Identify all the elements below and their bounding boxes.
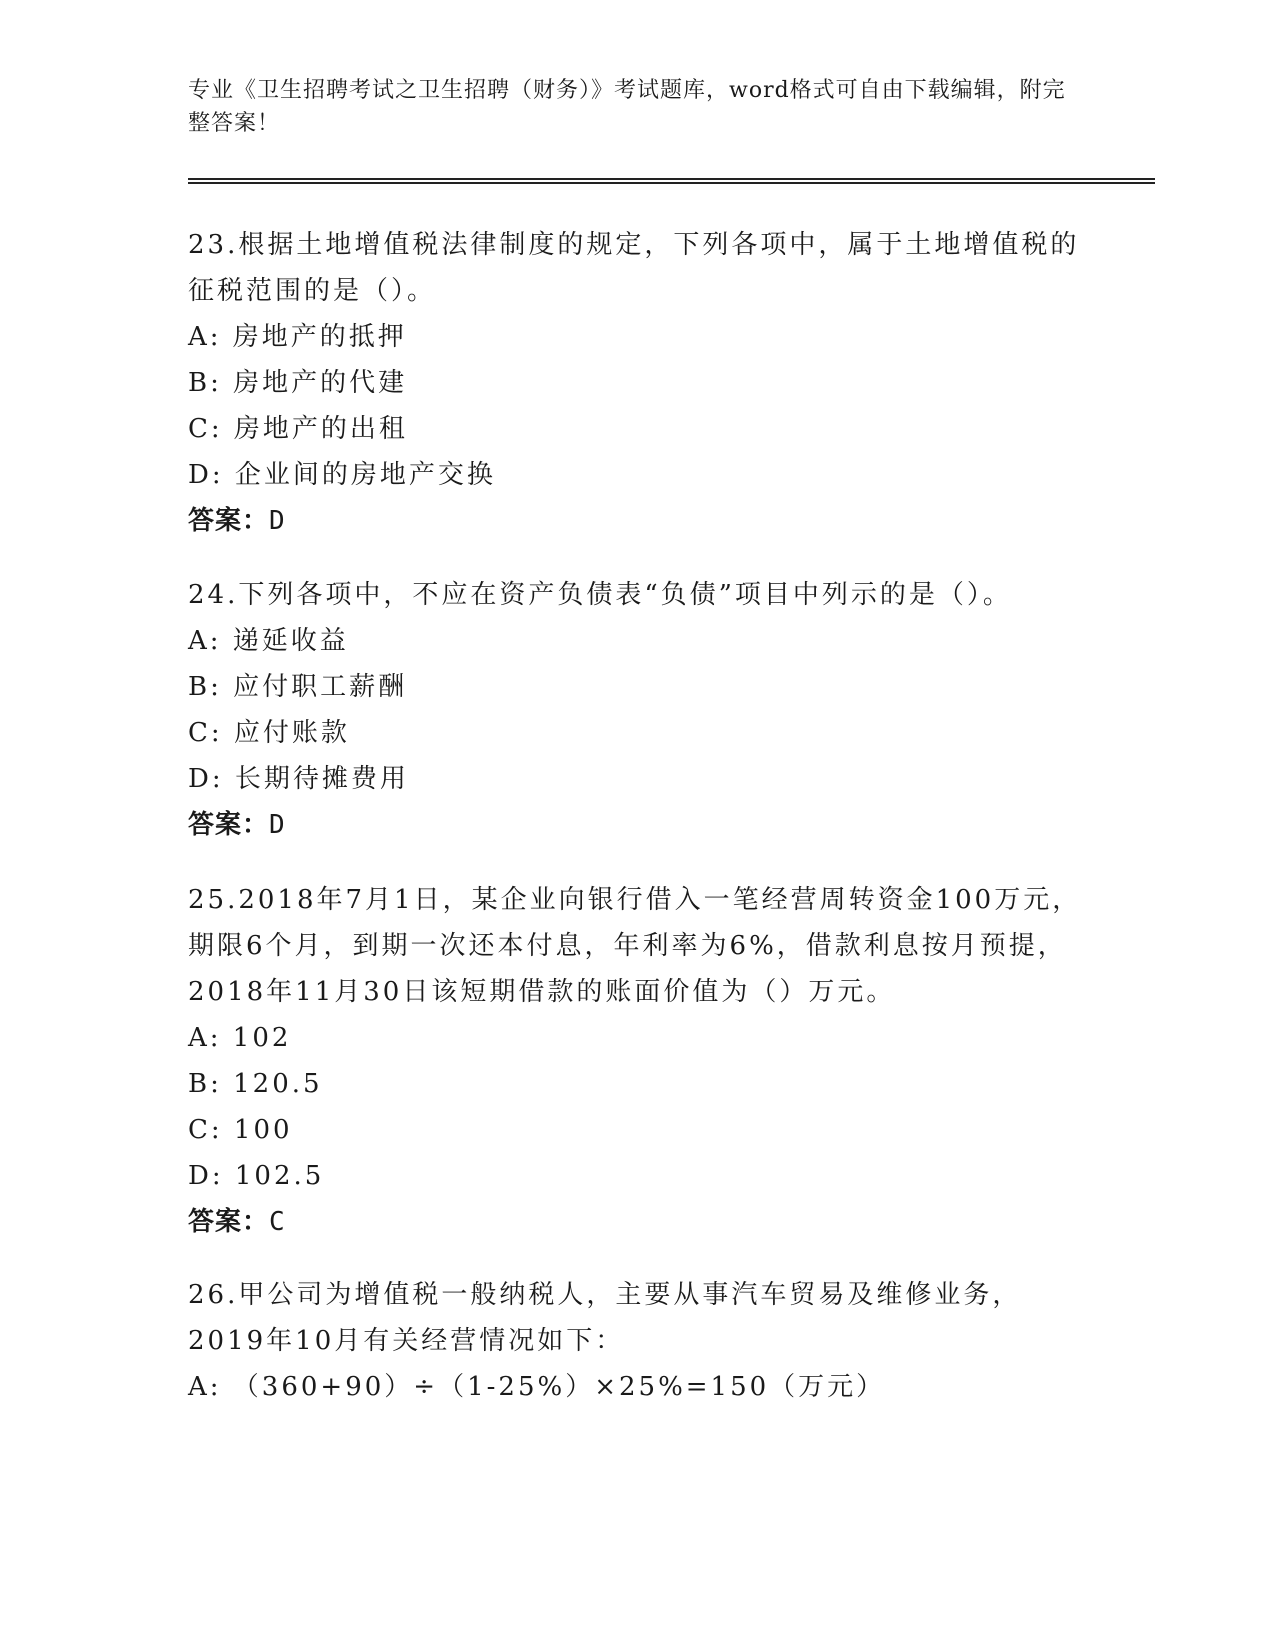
question-stem: 23.根据土地增值税法律制度的规定，下列各项中，属于土地增值税的征税范围的是（）。	[188, 230, 1080, 306]
option-c: C: 应付账款	[188, 718, 350, 748]
answer-line	[188, 802, 1088, 848]
option-d: D: 102.5	[188, 1161, 325, 1191]
option-a: A: （360+90）÷（1-25%）×25%=150（万元）	[188, 1372, 886, 1402]
option-a: A: 102	[188, 1023, 292, 1053]
option-b: B: 房地产的代建	[188, 368, 408, 398]
option-d: D: 企业间的房地产交换	[188, 460, 496, 490]
header-divider	[188, 178, 1155, 184]
answer-value: D	[269, 810, 286, 840]
answer-label: 答案：	[188, 506, 270, 536]
document-header: 专业《卫生招聘考试之卫生招聘（财务）》考试题库，word格式可自由下载编辑，附完整答案！	[188, 78, 1066, 136]
question-24	[188, 572, 1088, 848]
answer-label: 答案：	[188, 810, 270, 840]
option-a: A: 房地产的抵押	[188, 322, 407, 352]
option-c: C: 100	[188, 1115, 293, 1145]
question-stem: 26.甲公司为增值税一般纳税人，主要从事汽车贸易及维修业务，2019年10月有关经营情况如下：	[188, 1280, 1022, 1356]
option-a: A: 递延收益	[188, 626, 349, 656]
answer-line	[188, 1199, 1088, 1245]
option-c: C: 房地产的出租	[188, 414, 408, 444]
question-stem: 24.下列各项中，不应在资产负债表“负债”项目中列示的是（）。	[188, 580, 1012, 610]
answer-label: 答案：	[188, 1207, 270, 1237]
answer-line	[188, 498, 1088, 544]
option-d: D: 长期待摊费用	[188, 764, 409, 794]
answer-value: C	[269, 1207, 286, 1237]
option-b: B: 120.5	[188, 1069, 323, 1099]
option-b: B: 应付职工薪酬	[188, 672, 408, 702]
question-25	[188, 877, 1088, 1245]
answer-value: D	[269, 506, 286, 536]
question-23	[188, 222, 1088, 544]
question-26	[188, 1272, 1088, 1410]
question-stem: 25.2018年7月1日，某企业向银行借入一笔经营周转资金100万元，期限6个月，到期一次还本付息，年利率为6%，借款利息按月预提，2018年11月30日该短期借款的账面价值为（）万元。	[188, 885, 1082, 1007]
